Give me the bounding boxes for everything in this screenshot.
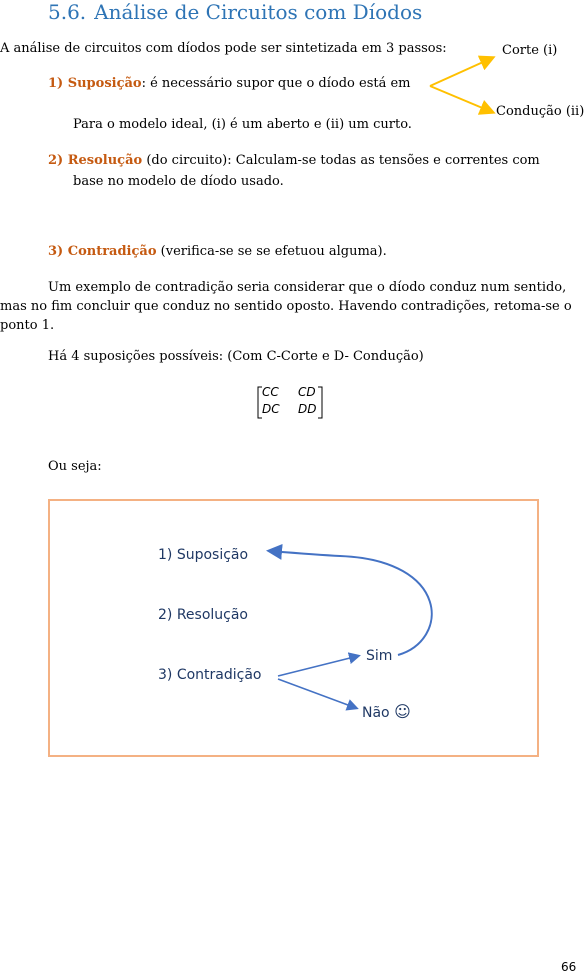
- flow-step-resolucao: 2) Resolução: [158, 607, 248, 623]
- branch-corte: Corte (i): [502, 43, 558, 58]
- step3-text: (verifica-se se se efetuou alguma).: [156, 244, 387, 259]
- step2-label: 2) Resolução: [48, 153, 143, 168]
- step1-text: : é necessário supor que o díodo está em: [141, 76, 411, 91]
- section-number: 5.6.: [48, 0, 87, 24]
- ou-seja-text: Ou seja:: [48, 459, 102, 474]
- page-number: 66: [561, 960, 577, 974]
- step1-label: 1) Suposição: [48, 76, 142, 91]
- example-paragraph: Um exemplo de contradição seria considerar que o díodo conduz num sentido, mas no fim concluir que conduz no sentido oposto. Havendo contradições, retoma-se o ponto 1.: [0, 280, 572, 333]
- step2-text-cont: base no modelo de díodo usado.: [73, 174, 284, 189]
- arrow-sim-to-suposicao: [270, 551, 432, 655]
- flow-step-suposicao: 1) Suposição: [158, 547, 249, 563]
- step3-label: 3) Contradição: [48, 244, 157, 259]
- step1-note: Para o modelo ideal, (i) é um aberto e (ii) um curto.: [73, 117, 412, 132]
- arrow-to-nao: [278, 679, 356, 708]
- suppositions-text: Há 4 suposições possíveis: (Com C-Corte e D- Condução): [48, 349, 424, 364]
- step2-text: (do circuito): Calculam-se todas as tensões e correntes com: [142, 153, 540, 168]
- flow-label-sim: Sim: [366, 648, 393, 664]
- matrix-bracket-left: [258, 387, 262, 418]
- arrow-to-corte: [430, 58, 492, 86]
- intro-text: A análise de circuitos com díodos pode ser sintetizada em 3 passos:: [0, 41, 447, 56]
- nao-text: Não: [362, 705, 390, 721]
- branch-conducao: Condução (ii): [496, 104, 585, 119]
- matrix-cell: DC: [262, 402, 280, 416]
- matrix-cell: DD: [298, 402, 317, 416]
- smile-icon: ☺: [394, 702, 411, 721]
- section-title: Análise de Circuitos com Díodos: [94, 0, 423, 24]
- matrix-cell: CC: [262, 385, 279, 399]
- arrow-to-sim: [278, 656, 358, 676]
- arrow-to-conducao: [430, 86, 492, 112]
- matrix-cell: CD: [298, 385, 316, 399]
- flow-step-contradicao: 3) Contradição: [158, 667, 262, 683]
- matrix-bracket-right: [318, 387, 322, 418]
